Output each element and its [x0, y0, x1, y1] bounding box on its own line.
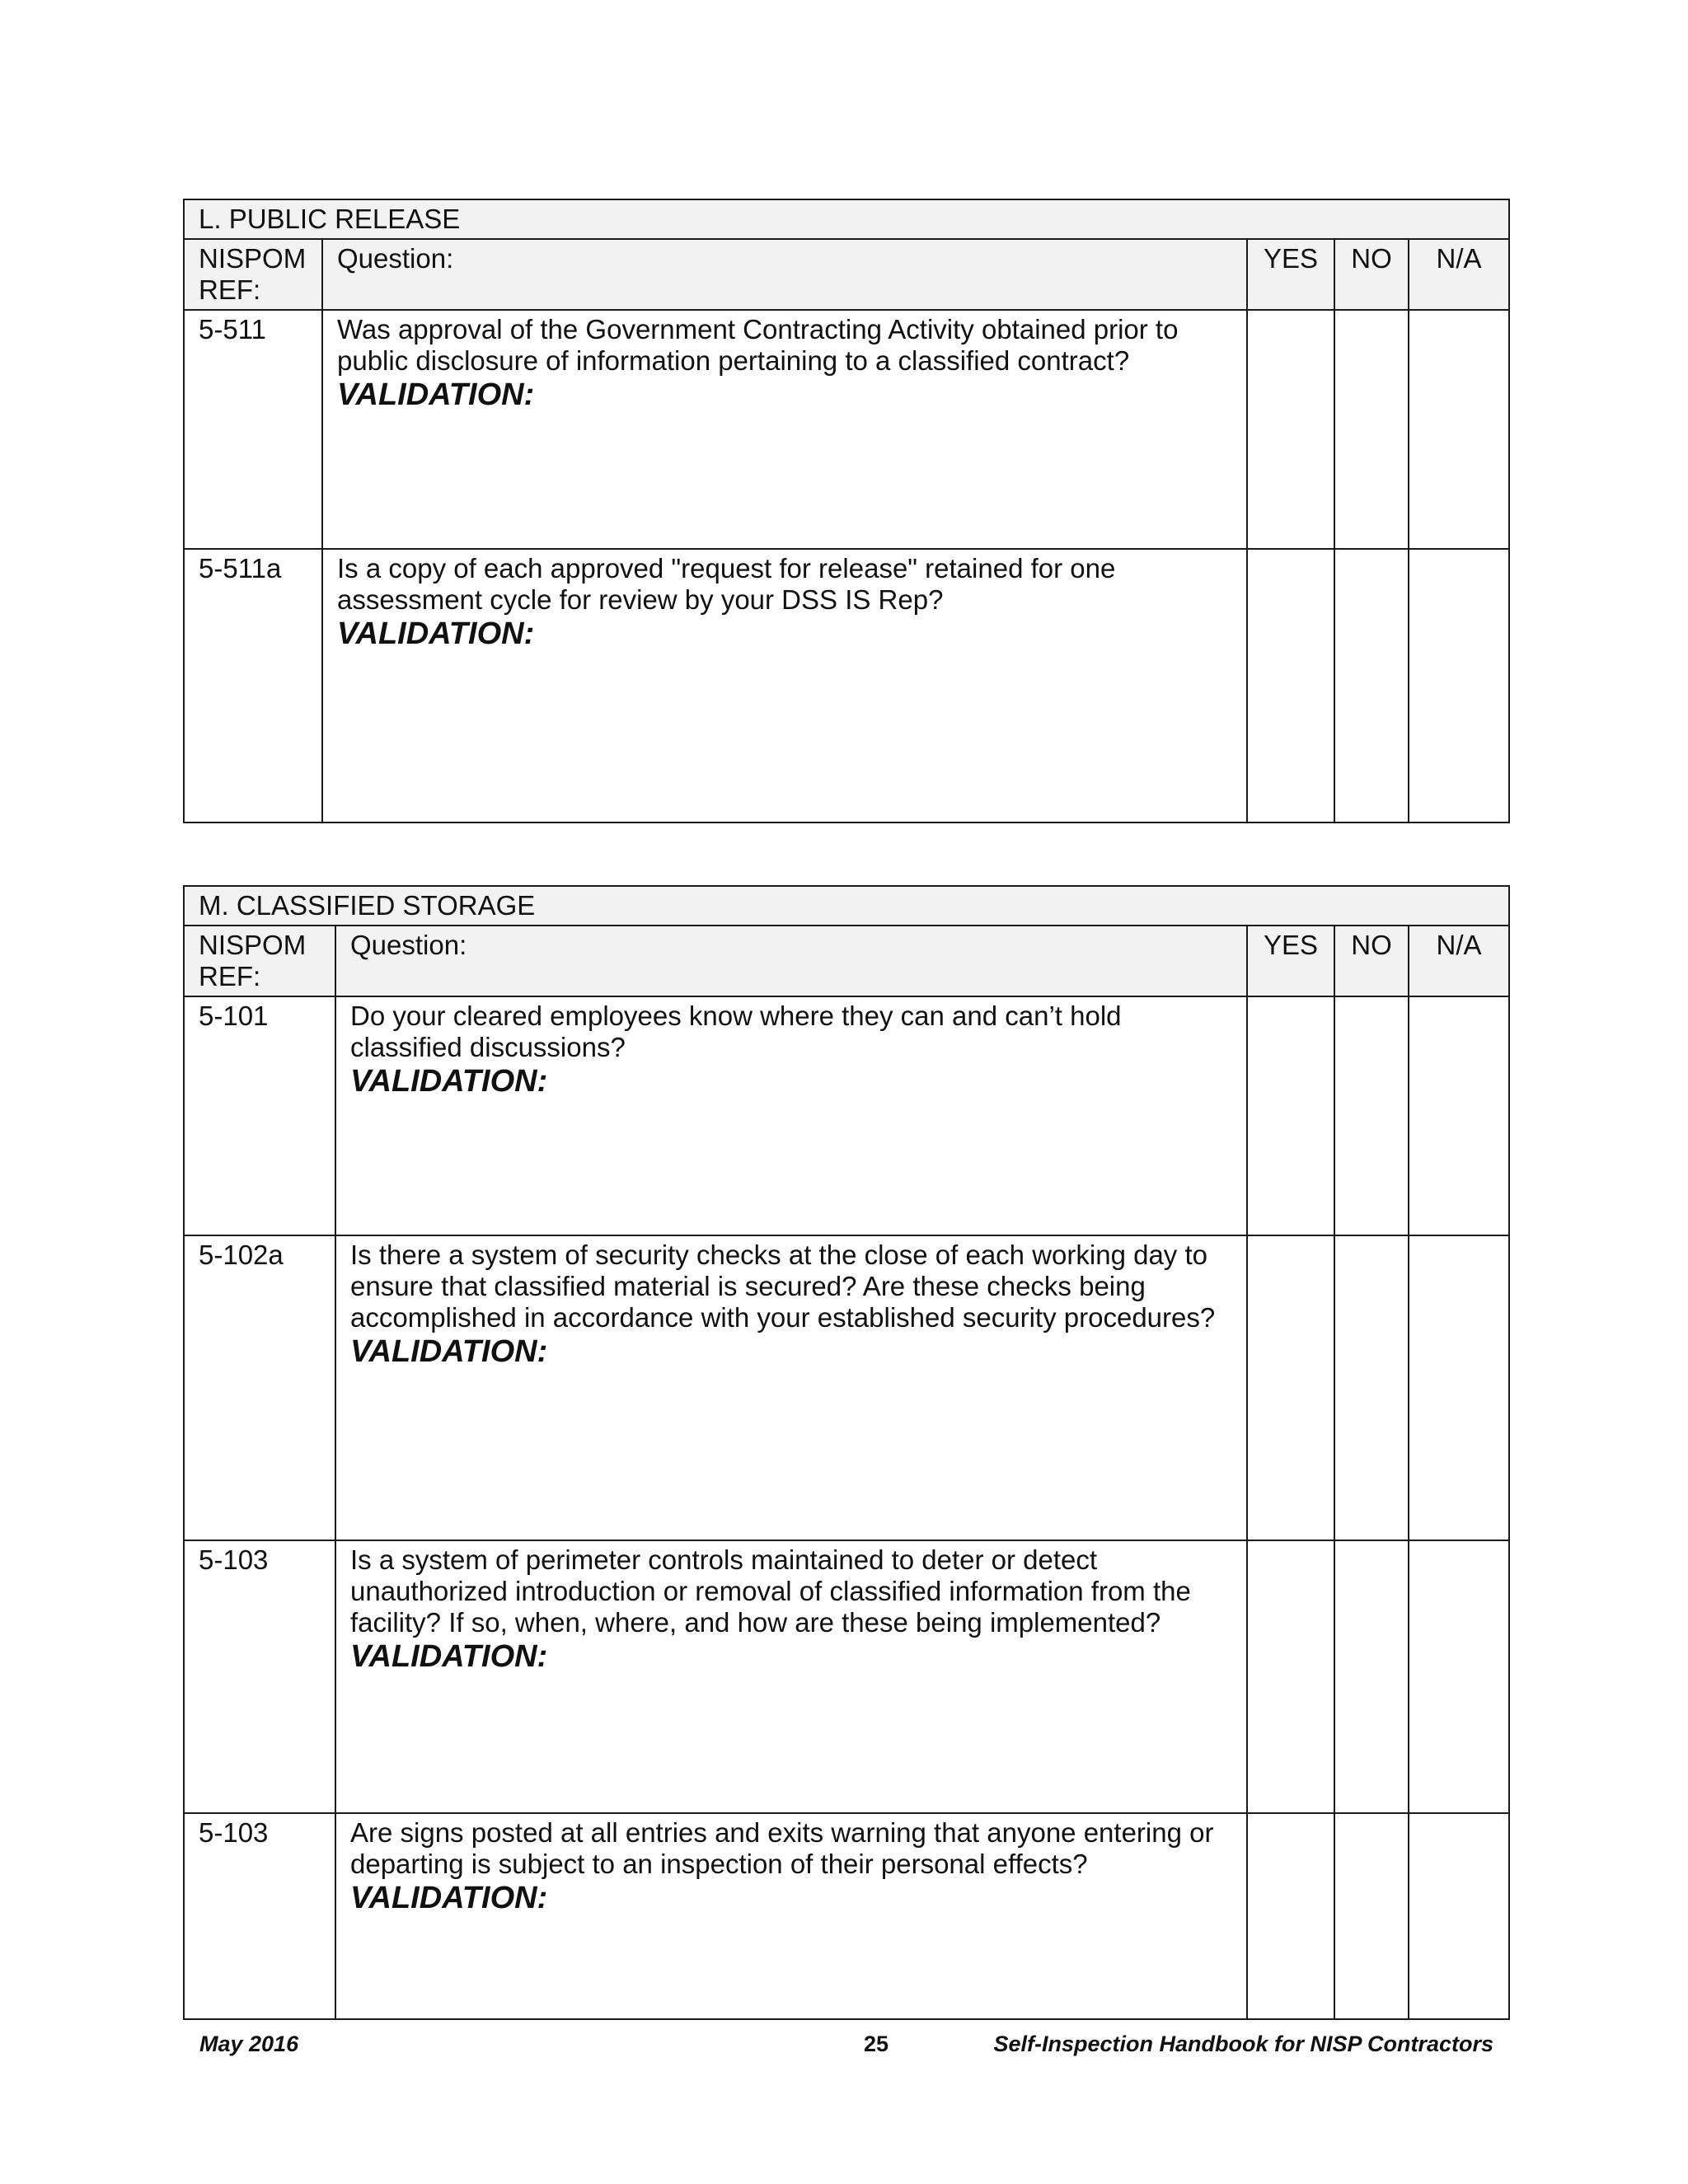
- section-title: M. CLASSIFIED STORAGE: [184, 886, 1509, 926]
- question-cell: [322, 549, 1247, 823]
- nispom-ref: 5-103: [184, 1540, 335, 1813]
- table-row: [184, 310, 1509, 549]
- question-cell: [335, 1540, 1247, 1813]
- yes-answer-cell[interactable]: [1247, 996, 1334, 1235]
- table-row: [184, 1235, 1509, 1540]
- footer-document-title: Self-Inspection Handbook for NISP Contractors: [993, 2032, 1493, 2056]
- validation-label: VALIDATION:: [337, 377, 535, 412]
- validation-label: VALIDATION:: [350, 1334, 548, 1369]
- no-answer-cell[interactable]: [1334, 1235, 1409, 1540]
- question-text: Is a system of perimeter controls maintained to deter or detect unauthorized introduction or removal of classified information from the facility? If so, when, where, and how are these being implemented?: [350, 1544, 1191, 1638]
- question-cell: [322, 310, 1247, 549]
- na-header: N/A: [1409, 926, 1509, 996]
- na-answer-cell[interactable]: [1409, 996, 1509, 1235]
- na-answer-cell[interactable]: [1409, 1540, 1509, 1813]
- question-text: Do your cleared employees know where they can and can’t hold classified discussions?: [350, 1001, 1122, 1062]
- no-answer-cell[interactable]: [1334, 549, 1409, 823]
- yes-answer-cell[interactable]: [1247, 310, 1334, 549]
- yes-answer-cell[interactable]: [1247, 1235, 1334, 1540]
- nispom-ref: 5-101: [184, 996, 335, 1235]
- footer-date: May 2016: [199, 2032, 299, 2056]
- no-answer-cell[interactable]: [1334, 996, 1409, 1235]
- table-row: [184, 1540, 1509, 1813]
- ref-header: NISPOM REF:: [184, 239, 322, 310]
- public-release-table: [183, 199, 1510, 823]
- question-text: Is a copy of each approved "request for release" retained for one assessment cycle for review by your DSS IS Rep?: [337, 553, 1116, 615]
- na-answer-cell[interactable]: [1409, 310, 1509, 549]
- validation-label: VALIDATION:: [350, 1639, 548, 1674]
- validation-label: VALIDATION:: [337, 616, 535, 651]
- yes-header: YES: [1247, 926, 1334, 996]
- yes-header: YES: [1247, 239, 1334, 310]
- no-header: NO: [1334, 926, 1409, 996]
- nispom-ref: 5-102a: [184, 1235, 335, 1540]
- yes-answer-cell[interactable]: [1247, 1540, 1334, 1813]
- question-cell: [335, 996, 1247, 1235]
- na-answer-cell[interactable]: [1409, 549, 1509, 823]
- question-cell: [335, 1813, 1247, 2019]
- yes-answer-cell[interactable]: [1247, 1813, 1334, 2019]
- nispom-ref: 5-511a: [184, 549, 322, 823]
- no-header: NO: [1334, 239, 1409, 310]
- section-title: L. PUBLIC RELEASE: [184, 199, 1509, 239]
- na-answer-cell[interactable]: [1409, 1813, 1509, 2019]
- ref-header: NISPOM REF:: [184, 926, 335, 996]
- na-answer-cell[interactable]: [1409, 1235, 1509, 1540]
- yes-answer-cell[interactable]: [1247, 549, 1334, 823]
- table-row: [184, 549, 1509, 823]
- table-row: [184, 1813, 1509, 2019]
- page-number: 25: [864, 2032, 889, 2056]
- question-cell: [335, 1235, 1247, 1540]
- table-row: [184, 996, 1509, 1235]
- classified-storage-table: [183, 885, 1510, 2020]
- no-answer-cell[interactable]: [1334, 1540, 1409, 1813]
- no-answer-cell[interactable]: [1334, 1813, 1409, 2019]
- question-text: Was approval of the Government Contracting Activity obtained prior to public disclosure of information pertaining to a classified contract?: [337, 314, 1179, 376]
- nispom-ref: 5-103: [184, 1813, 335, 2019]
- na-header: N/A: [1409, 239, 1509, 310]
- question-text: Is there a system of security checks at the close of each working day to ensure that classified material is secured? Are these checks being accomplished in accordance with your established security procedures?: [350, 1240, 1216, 1333]
- nispom-ref: 5-511: [184, 310, 322, 549]
- no-answer-cell[interactable]: [1334, 310, 1409, 549]
- question-text: Are signs posted at all entries and exits warning that anyone entering or departing is subject to an inspection of their personal effects?: [350, 1817, 1214, 1879]
- validation-label: VALIDATION:: [350, 1881, 548, 1915]
- validation-label: VALIDATION:: [350, 1064, 548, 1099]
- question-header: Question:: [335, 926, 1247, 996]
- question-header: Question:: [322, 239, 1247, 310]
